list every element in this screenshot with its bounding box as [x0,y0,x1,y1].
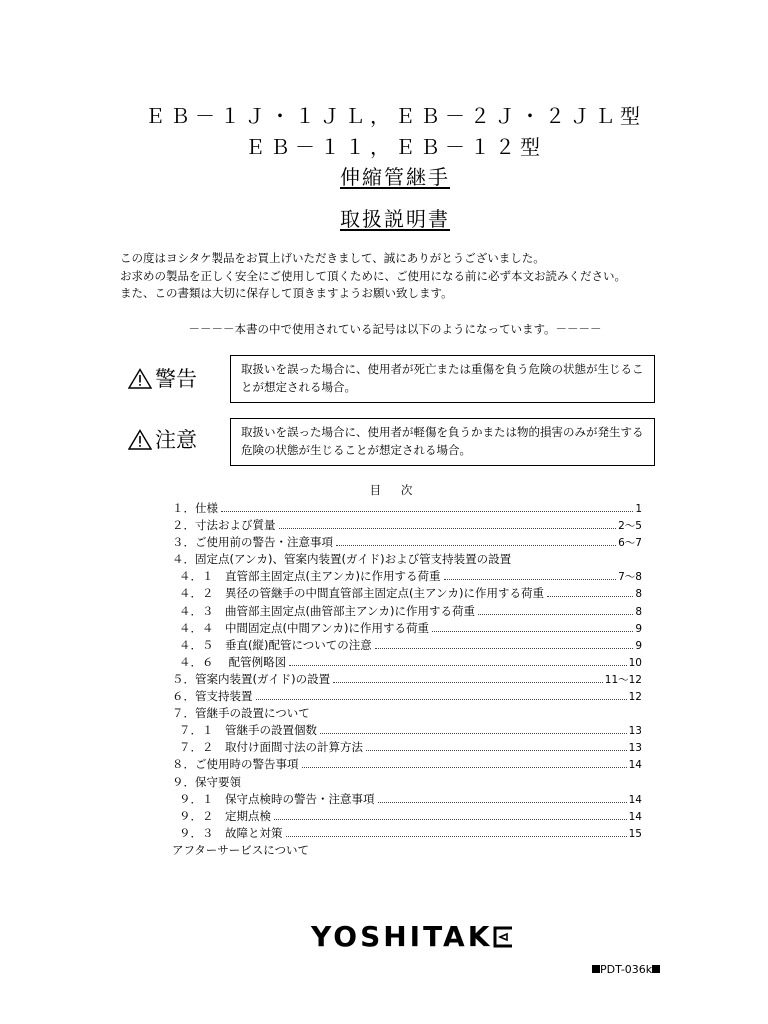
toc-item-page: 9 [635,622,642,635]
toc-item-label: ９．保守要領 [172,774,241,789]
toc-item [172,739,642,756]
toc-dot-leader [279,527,617,529]
warning-label [128,365,197,393]
warning-description-box [230,355,655,403]
toc-item-label: ４．固定点(アンカ)、管案内装置(ガイド)および管支持装置の設置 [172,552,512,567]
toc-item [172,842,642,859]
logo-e-mark-icon [492,926,514,948]
toc-item-page: 6～7 [618,537,642,550]
toc-item [172,517,642,534]
toc-item-label: ９．３ 故障と対策 [179,825,283,840]
toc-item [172,654,642,671]
toc-item [172,534,642,551]
caution-description-box [230,418,655,466]
table-of-contents [172,500,642,859]
intro-line: お求めの製品を正しく安全にご使用して頂くために、ご使用になる前に必ず本文お読みください。 [120,268,626,283]
toc-item-label: ９．２ 定期点検 [179,808,271,823]
toc-item-label: ７．２ 取付け面間寸法の計算方法 [179,740,363,755]
title-models-line2: ＥＢ－１１，ＥＢ－１２型 [245,135,545,159]
toc-dot-leader [302,766,627,768]
toc-item-label: アフターサービスについて [172,842,309,857]
toc-item-page: 13 [628,742,642,755]
toc-dot-leader [289,664,626,666]
toc-heading: 目 次 [369,483,421,497]
toc-item [172,568,642,585]
toc-item [172,688,642,705]
toc-item-label: ４．２ 異径の管継手の中間直管部主固定点(主アンカ)に作用する荷重 [179,586,545,601]
toc-item-page: 10 [628,656,642,669]
toc-item-page: 11～12 [604,673,642,686]
toc-dot-leader [378,801,627,803]
toc-item [172,620,642,637]
toc-item-label: ４．３ 曲管部主固定点(曲管部主アンカ)に作用する荷重 [179,603,476,618]
toc-item-label: ４．５ 垂直(縦)配管についての注意 [179,637,372,652]
toc-item [172,603,642,620]
toc-item [172,705,642,722]
warning-triangle-icon [128,368,152,389]
toc-dot-leader [547,595,633,597]
logo-text: YOSHITAK [311,920,493,953]
toc-item [172,500,642,517]
intro-line: この度はヨシタケ製品をお買上げいただきまして、誠にありがとうございました。 [120,251,545,265]
toc-item [172,671,642,688]
warning-description: 取扱いを誤った場合に、使用者が死亡または重傷を負う危険の状態が生じることが想定される場合。 [241,362,644,394]
toc-item-page: 7～8 [618,571,642,584]
toc-item-label: ７．管継手の設置について [172,706,310,721]
toc-item-page: 14 [628,810,642,823]
toc-item [172,756,642,773]
warning-triangle-icon [128,429,152,450]
caution-label [128,426,197,454]
toc-item [172,585,642,602]
toc-item-label: ７．１ 管継手の設置個数 [179,723,317,738]
toc-item [172,774,642,791]
toc-item-page: 14 [628,793,642,806]
symbol-legend-intro: －－－－本書の中で使用されている記号は以下のようになっています。－－－－ [188,322,602,336]
toc-item [172,722,642,739]
toc-item-label: ４．１ 直管部主固定点(主アンカ)に作用する荷重 [179,569,441,584]
toc-dot-leader [432,630,633,632]
toc-item-label: ３．ご使用前の警告・注意事項 [172,535,333,550]
toc-item-label: １．仕様 [172,501,218,515]
toc-item-page: 13 [628,725,642,738]
toc-dot-leader [221,510,633,512]
toc-dot-leader [444,578,617,580]
toc-item-page: 1 [635,503,642,515]
toc-item [172,551,642,568]
square-bullet-icon [592,965,600,973]
yoshitake-logo [311,920,514,953]
toc-item-label: ４．４ 中間固定点(中間アンカ)に作用する荷重 [179,620,430,635]
toc-item-label: ２．寸法および質量 [172,518,276,533]
toc-item-page: 8 [635,605,642,618]
toc-dot-leader [320,732,627,734]
toc-item-label: ９．１ 保守点検時の警告・注意事項 [179,791,375,806]
toc-dot-leader [286,835,627,837]
toc-dot-leader [478,613,633,615]
toc-item [172,808,642,825]
toc-item-page: 2～5 [618,520,642,533]
toc-item [172,791,642,808]
toc-dot-leader [333,681,603,683]
toc-item-label: ６．管支持装置 [172,689,253,704]
caution-label-text: 注意 [155,428,197,452]
document-code-text: PDT-036k [600,963,653,976]
square-bullet-icon [652,965,660,973]
toc-item-page: 8 [635,588,642,601]
title-document-type: 取扱説明書 [340,207,450,231]
intro-line: また、この書類は大切に保存して頂きますようお願い致します。 [120,286,453,300]
toc-dot-leader [375,647,634,649]
toc-item-label: ５．管案内装置(ガイド)の設置 [172,671,331,686]
toc-dot-leader [274,818,627,820]
title-models-line1: ＥＢ－１Ｊ・１ＪＬ，ＥＢ－２Ｊ・２ＪＬ型 [145,104,645,128]
toc-item-label: ８．ご使用時の警告事項 [172,757,299,772]
toc-dot-leader [366,749,627,751]
toc-item-page: 9 [635,639,642,652]
toc-dot-leader [256,698,627,700]
toc-item-page: 15 [628,827,642,840]
toc-item-label: ４．６ 配管例略図 [179,654,287,669]
caution-description: 取扱いを誤った場合に、使用者が軽傷を負うかまたは物的損害のみが発生する危険の状態が生じることが想定される場合。 [241,425,644,457]
toc-item-page: 14 [628,759,642,772]
warning-label-text: 警告 [155,367,197,391]
toc-item [172,825,642,842]
toc-item [172,637,642,654]
toc-dot-leader [336,544,616,546]
toc-item-page: 12 [628,691,642,704]
intro-paragraph [120,250,626,303]
title-product-name: 伸縮管継手 [340,165,450,189]
document-code [592,963,660,976]
